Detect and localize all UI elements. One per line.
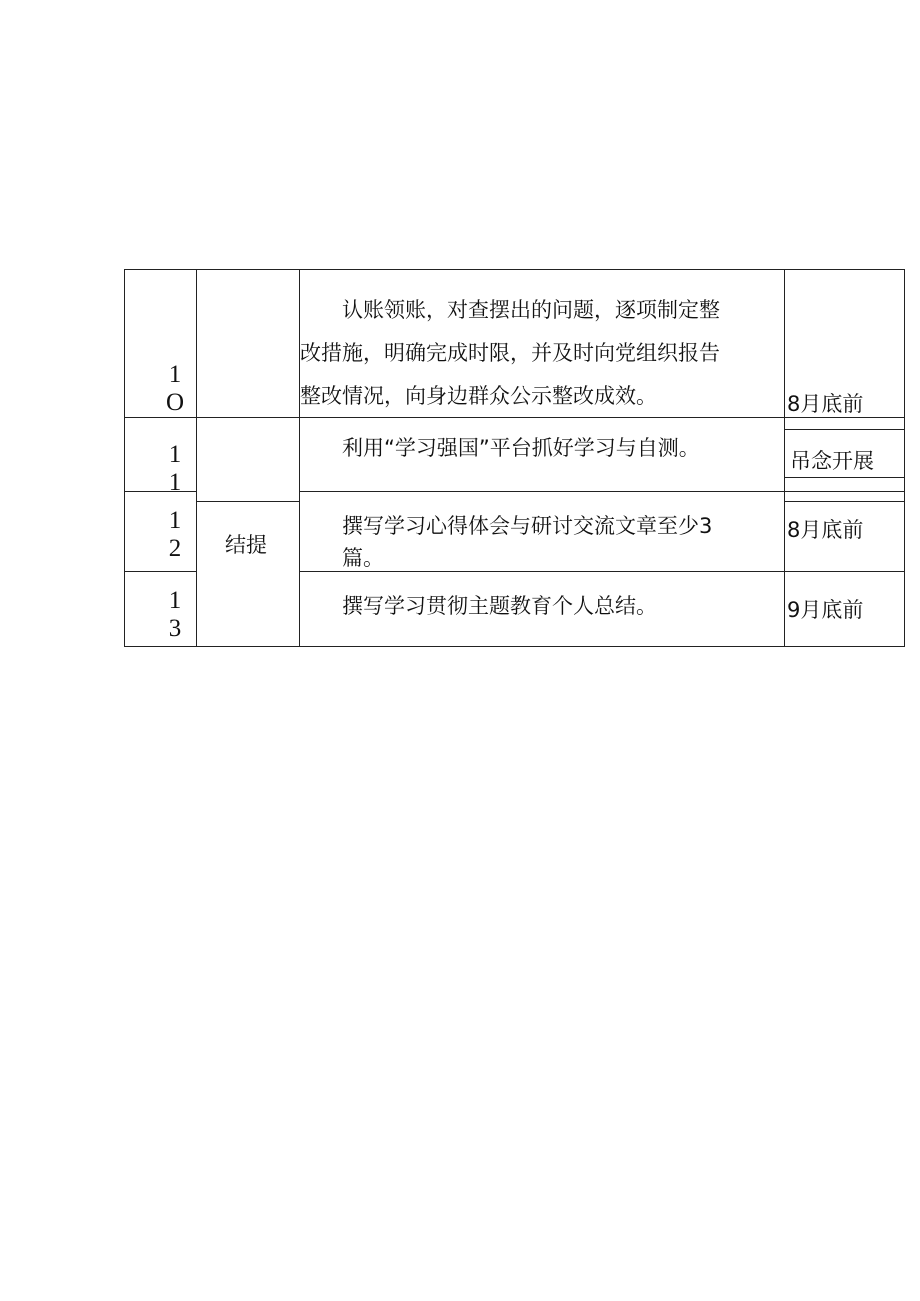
content-line: 利用“学习强国”平台抓好学习与自测。 [342, 436, 700, 460]
row-number [160, 361, 190, 417]
col-divider-1 [196, 269, 197, 647]
content-line: 撰写学习贯彻主题教育个人总结。 [342, 594, 657, 618]
category-divider [196, 501, 300, 502]
row-divider-3b [299, 571, 905, 572]
row-content [300, 289, 720, 418]
row-content [342, 585, 657, 628]
content-line: 篇。 [342, 546, 384, 569]
table-top-border [124, 269, 905, 270]
row-number-digit: 1 [168, 469, 182, 496]
col-divider-3 [784, 269, 785, 647]
row-number-digit: 2 [168, 535, 182, 562]
row-number [160, 441, 190, 497]
time-limit: 8月底前 [787, 392, 864, 416]
table-right-border [904, 269, 905, 647]
row-number-digit: 1 [168, 441, 182, 468]
row-divider-2b [299, 491, 785, 492]
table-left-border [124, 269, 125, 647]
content-line: 改措施，明确完成时限，并及时向党组织报告 [300, 341, 720, 365]
row-number-digit: 1 [168, 507, 182, 534]
row-number-digit: O [165, 389, 185, 416]
row-number-digit: 3 [168, 615, 182, 642]
time-limit: 8月底前 [787, 518, 864, 542]
plan-table [124, 269, 905, 647]
time-line-a [784, 429, 905, 430]
content-line: 整改情况，向身边群众公示整改成效。 [300, 384, 657, 408]
row-content [342, 427, 700, 470]
content-line: 认账领账，对查摆出的问题，逐项制定整 [342, 298, 720, 322]
content-line: 撰写学习心得体会与研讨交流文章至少3 [342, 514, 713, 538]
row-number [160, 507, 190, 563]
time-line-c [784, 491, 905, 492]
row-number-digit: 1 [168, 361, 182, 388]
time-limit: 吊念开展 [790, 449, 874, 473]
row-number [160, 587, 190, 643]
time-line-b [784, 477, 905, 478]
time-line-d [784, 501, 905, 502]
time-limit: 9月底前 [787, 598, 864, 622]
row-content [342, 505, 712, 569]
row-number-digit: 1 [168, 587, 182, 614]
table-bottom-border [124, 646, 905, 647]
row-divider-3 [124, 571, 197, 572]
category-label: 结提 [225, 533, 267, 557]
